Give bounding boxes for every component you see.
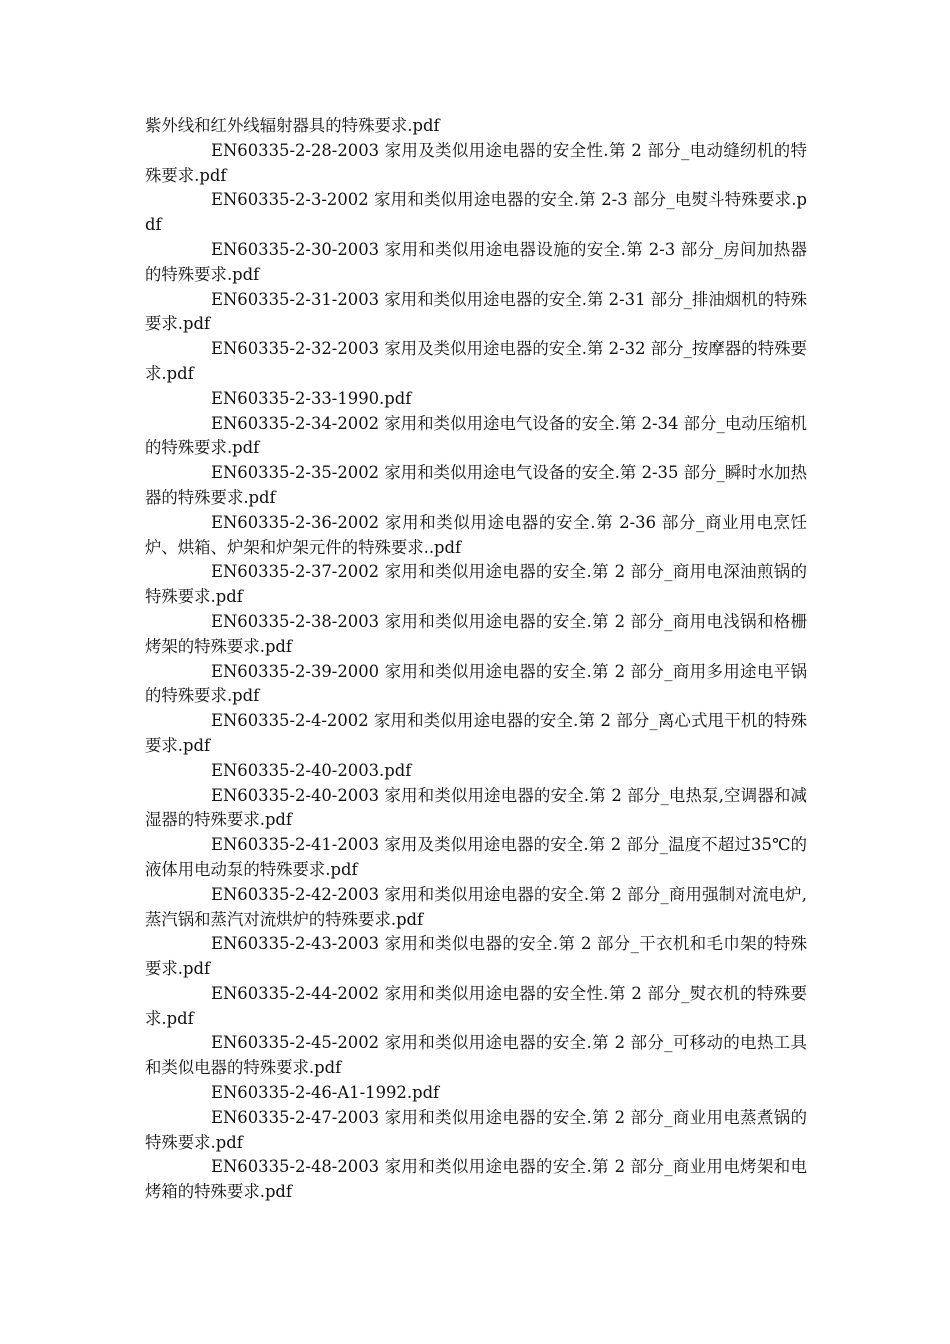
paragraph-en60335-2-39: EN60335-2-39-2000 家用和类似用途电器的安全.第 2 部分_商用多用途电平锅的特殊要求.pdf (145, 661, 807, 706)
paragraph-en60335-2-33: EN60335-2-33-1990.pdf (211, 388, 412, 408)
paragraph-en60335-2-48: EN60335-2-48-2003 家用和类似用途电器的安全.第 2 部分_商业用电烤架和电烤箱的特殊要求.pdf (145, 1157, 807, 1202)
paragraph-en60335-2-45: EN60335-2-45-2002 家用和类似用途电器的安全.第 2 部分_可移动的电热工具和类似电器的特殊要求.pdf (145, 1033, 807, 1078)
paragraph-en60335-2-46: EN60335-2-46-A1-1992.pdf (211, 1083, 440, 1103)
paragraph-en60335-2-40: EN60335-2-40-2003 家用和类似用途电器的安全.第 2 部分_电热泵,空调器和减湿器的特殊要求.pdf (145, 785, 807, 830)
paragraph-en60335-2-37: EN60335-2-37-2002 家用和类似用途电器的安全.第 2 部分_商用电深油煎锅的特殊要求.pdf (145, 562, 807, 607)
paragraph-en60335-2-34: EN60335-2-34-2002 家用和类似用途电气设备的安全.第 2-34 部分_电动压缩机的特殊要求.pdf (145, 413, 807, 458)
paragraph-en60335-2-42: EN60335-2-42-2003 家用和类似用途电器的安全.第 2 部分_商用强制对流电炉,蒸汽锅和蒸汽对流烘炉的特殊要求.pdf (145, 884, 807, 929)
paragraph-continuation: 紫外线和红外线辐射器具的特殊要求.pdf (145, 116, 440, 135)
paragraph-en60335-2-4: EN60335-2-4-2002 家用和类似用途电器的安全.第 2 部分_离心式甩干机的特殊要求.pdf (145, 711, 807, 755)
paragraph-en60335-2-38: EN60335-2-38-2003 家用和类似用途电器的安全.第 2 部分_商用电浅锅和格栅烤架的特殊要求.pdf (145, 611, 807, 656)
paragraph-en60335-2-40-short: EN60335-2-40-2003.pdf (211, 760, 412, 780)
paragraph-en60335-2-41: EN60335-2-41-2003 家用及类似用途电器的安全.第 2 部分_温度不超过35℃的液体用电动泵的特殊要求.pdf (145, 835, 807, 879)
paragraph-en60335-2-28: EN60335-2-28-2003 家用及类似用途电器的安全性.第 2 部分_电动缝纫机的特殊要求.pdf (145, 140, 807, 185)
document-body (145, 114, 807, 1205)
paragraph-en60335-2-35: EN60335-2-35-2002 家用和类似用途电气设备的安全.第 2-35 部分_瞬时水加热器的特殊要求.pdf (145, 463, 807, 507)
paragraph-en60335-2-43: EN60335-2-43-2003 家用和类似电器的安全.第 2 部分_干衣机和毛巾架的特殊要求.pdf (145, 934, 807, 979)
paragraph-en60335-2-30: EN60335-2-30-2003 家用和类似用途电器设施的安全.第 2-3 部分_房间加热器的特殊要求.pdf (145, 239, 807, 284)
paragraph-en60335-2-44: EN60335-2-44-2002 家用和类似用途电器的安全性.第 2 部分_熨衣机的特殊要求.pdf (145, 983, 807, 1028)
paragraph-en60335-2-3: EN60335-2-3-2002 家用和类似用途电器的安全.第 2-3 部分_电熨斗特殊要求.pdf (145, 190, 807, 235)
paragraph-en60335-2-36: EN60335-2-36-2002 家用和类似用途电器的安全.第 2-36 部分_商业用电烹饪炉、烘箱、炉架和炉架元件的特殊要求..pdf (145, 512, 807, 557)
paragraph-en60335-2-31: EN60335-2-31-2003 家用和类似用途电器的安全.第 2-31 部分_排油烟机的特殊要求.pdf (145, 289, 807, 334)
paragraph-en60335-2-32: EN60335-2-32-2003 家用及类似用途电器的安全.第 2-32 部分_按摩器的特殊要求.pdf (145, 339, 807, 383)
paragraph-en60335-2-47: EN60335-2-47-2003 家用和类似用途电器的安全.第 2 部分_商业用电蒸煮锅的特殊要求.pdf (145, 1107, 807, 1152)
